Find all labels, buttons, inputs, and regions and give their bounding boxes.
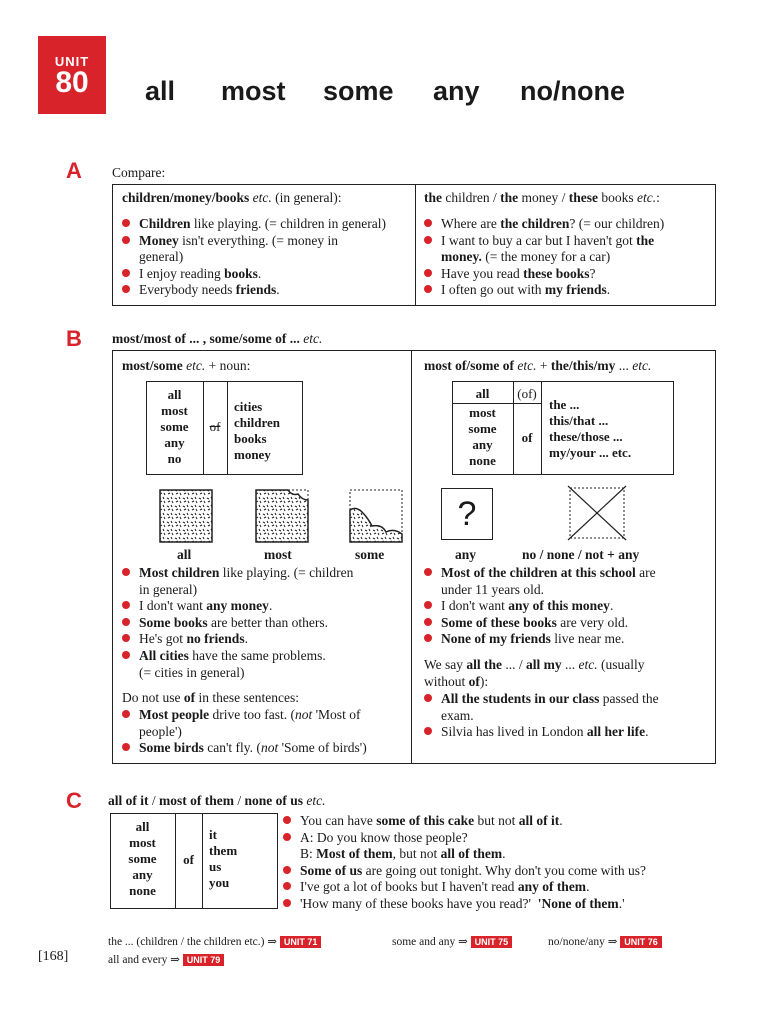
- table-cell: all: [135, 819, 150, 834]
- unit-number: 80: [55, 66, 89, 99]
- list-item: people'): [139, 723, 182, 739]
- divider: [227, 381, 228, 475]
- cross-reference-4[interactable]: [108, 952, 224, 966]
- list-item: general): [139, 249, 184, 265]
- section-a-left-head: children/money/books etc. (in general):: [122, 190, 342, 205]
- divider: [411, 350, 412, 764]
- list-item: Some of these books are very old.: [424, 615, 656, 632]
- ref-text: the ... (children / the children etc.) ⇒: [108, 936, 277, 948]
- right-table-of: of: [521, 430, 533, 445]
- section-c-letter: C: [66, 788, 82, 813]
- list-item: Most people drive too fast. (not 'Most of: [122, 707, 367, 724]
- table-cell: books: [234, 431, 267, 446]
- list-item: Have you read these books?: [424, 266, 664, 283]
- picture-label-some: some: [355, 547, 385, 562]
- list-item: I don't want any of this money.: [424, 598, 656, 615]
- list-item: exam.: [441, 707, 474, 723]
- section-b-left-note: Do not use of in these sentences:: [122, 690, 299, 705]
- section-c-list: [283, 813, 646, 913]
- table-cell: most: [129, 835, 156, 850]
- table-cell: this/that ...: [549, 413, 609, 428]
- table-cell: it: [209, 827, 217, 842]
- cross-reference-3[interactable]: [548, 934, 662, 948]
- some-picture-icon: [348, 488, 404, 544]
- section-b-left-head: most/some etc. + noun:: [122, 358, 251, 373]
- ref-text: all and every ⇒: [108, 954, 180, 966]
- cross-reference-1[interactable]: [108, 934, 321, 948]
- right-table-col3: [549, 397, 631, 461]
- table-cell: money: [234, 447, 271, 462]
- table-cell: cities: [234, 399, 263, 414]
- picture-label-none: no / none / not + any: [522, 547, 640, 562]
- table-cell: some: [160, 419, 189, 434]
- section-b-right-list2: [424, 691, 659, 741]
- unit-link-76[interactable]: UNIT 76: [620, 936, 662, 948]
- divider: [541, 381, 542, 475]
- table-cell: all: [167, 387, 182, 402]
- section-c-heading: all of it / most of them / none of us etc.: [108, 793, 326, 808]
- picture-label-most: most: [264, 547, 292, 562]
- picture-label-any: any: [455, 547, 477, 562]
- table-cell: none: [469, 453, 496, 468]
- unit-link-79[interactable]: UNIT 79: [183, 954, 225, 966]
- ref-text: no/none/any ⇒: [548, 936, 618, 948]
- section-b-letter: B: [66, 326, 82, 351]
- table-cell: my/your ... etc.: [549, 445, 632, 460]
- most-picture-icon: [254, 488, 310, 544]
- table-cell: some: [128, 851, 157, 866]
- unit-label: UNIT: [54, 54, 90, 69]
- table-cell: these/those ...: [549, 429, 623, 444]
- divider: [452, 403, 542, 404]
- table-cell: the ...: [549, 397, 580, 412]
- table-cell: any: [132, 867, 153, 882]
- cross-reference-2[interactable]: [392, 934, 512, 948]
- section-a-right-head: the children / the money / these books etc.:: [424, 190, 660, 205]
- unit-link-75[interactable]: UNIT 75: [471, 936, 513, 948]
- list-item: Silvia has lived in London all her life.: [424, 724, 659, 741]
- list-item: Money isn't everything. (= money in: [122, 233, 386, 250]
- section-b-left-list2: [122, 707, 367, 757]
- list-item: All cities have the same problems.: [122, 648, 353, 665]
- left-table-col3: [234, 399, 280, 463]
- table-cell: them: [209, 843, 238, 858]
- list-item: Children like playing. (= children in general): [122, 216, 386, 233]
- section-b-right-head: most of/some of etc. + the/this/my ... etc.: [424, 358, 652, 373]
- left-table-col1: [146, 387, 203, 467]
- unit-badge: [38, 36, 106, 114]
- section-b-left-list: [122, 565, 353, 681]
- all-picture-icon: [158, 488, 214, 544]
- list-item: I want to buy a car but I haven't got the: [424, 233, 664, 250]
- list-item: money. (= the money for a car): [441, 249, 611, 265]
- left-table-of-struck: of: [209, 419, 221, 434]
- title-word-all: all: [145, 76, 176, 106]
- title-word-any: any: [433, 76, 480, 106]
- section-a-intro: Compare:: [112, 165, 166, 180]
- list-item: All the students in our class passed the: [424, 691, 659, 708]
- list-item: Most of the children at this school are: [424, 565, 656, 582]
- list-item: Some birds can't fly. (not 'Some of birds'): [122, 740, 367, 757]
- list-item: (= cities in general): [139, 664, 245, 680]
- table-cell: us: [209, 859, 222, 874]
- right-table-col1: [452, 405, 513, 469]
- table-cell: most: [161, 403, 188, 418]
- table-cell: you: [209, 875, 230, 890]
- unit-link-71[interactable]: UNIT 71: [280, 936, 322, 948]
- any-picture-icon: ?: [441, 488, 493, 540]
- list-item: You can have some of this cake but not all of it.: [283, 813, 646, 830]
- section-b-right-note: We say all the ... / all my ... etc. (usually without of):: [424, 657, 645, 689]
- list-item: I enjoy reading books.: [122, 266, 386, 283]
- divider: [415, 184, 416, 306]
- table-cell: no: [167, 451, 182, 466]
- list-item: B: Most of them, but not all of them.: [300, 846, 506, 862]
- section-a-left-list: [122, 216, 386, 299]
- list-item: 'How many of these books have you read?' 'None of them.': [283, 896, 646, 913]
- list-item: I've got a lot of books but I haven't read any of them.: [283, 879, 646, 896]
- list-item: He's got no friends.: [122, 631, 353, 648]
- none-picture-icon: [566, 484, 628, 542]
- table-cell: most: [469, 405, 496, 420]
- section-c-col1: [110, 819, 175, 899]
- section-c-of: of: [183, 852, 194, 867]
- table-cell: none: [129, 883, 156, 898]
- list-item: under 11 years old.: [441, 581, 544, 597]
- list-item: Some books are better than others.: [122, 615, 353, 632]
- section-a-letter: A: [66, 158, 82, 183]
- section-a-right-list: [424, 216, 664, 299]
- divider: [202, 813, 203, 909]
- list-item: I don't want any money.: [122, 598, 353, 615]
- right-table-of-optional: (of): [517, 386, 537, 401]
- table-cell: any: [164, 435, 185, 450]
- right-table-all: all: [475, 386, 490, 401]
- table-cell: any: [472, 437, 493, 452]
- list-item: Some of us are going out tonight. Why don't you come with us?: [283, 863, 646, 880]
- picture-label-all: all: [177, 547, 192, 562]
- list-item: A: Do you know those people?: [283, 830, 646, 847]
- title-word-none: no/none: [520, 76, 625, 106]
- list-item: in general): [139, 581, 198, 597]
- page-number: [168]: [38, 949, 69, 964]
- title-word-some: some: [323, 76, 394, 106]
- section-b-heading: most/most of ... , some/some of ... etc.: [112, 331, 323, 346]
- table-cell: children: [234, 415, 280, 430]
- ref-text: some and any ⇒: [392, 936, 468, 948]
- list-item: Everybody needs friends.: [122, 282, 386, 299]
- section-b-right-list: [424, 565, 656, 648]
- list-item: Where are the children? (= our children): [424, 216, 664, 233]
- table-cell: some: [468, 421, 497, 436]
- list-item: I often go out with my friends.: [424, 282, 664, 299]
- section-c-col3: [209, 827, 237, 891]
- title-word-most: most: [221, 76, 286, 106]
- list-item: Most children like playing. (= children: [122, 565, 353, 582]
- list-item: None of my friends live near me.: [424, 631, 656, 648]
